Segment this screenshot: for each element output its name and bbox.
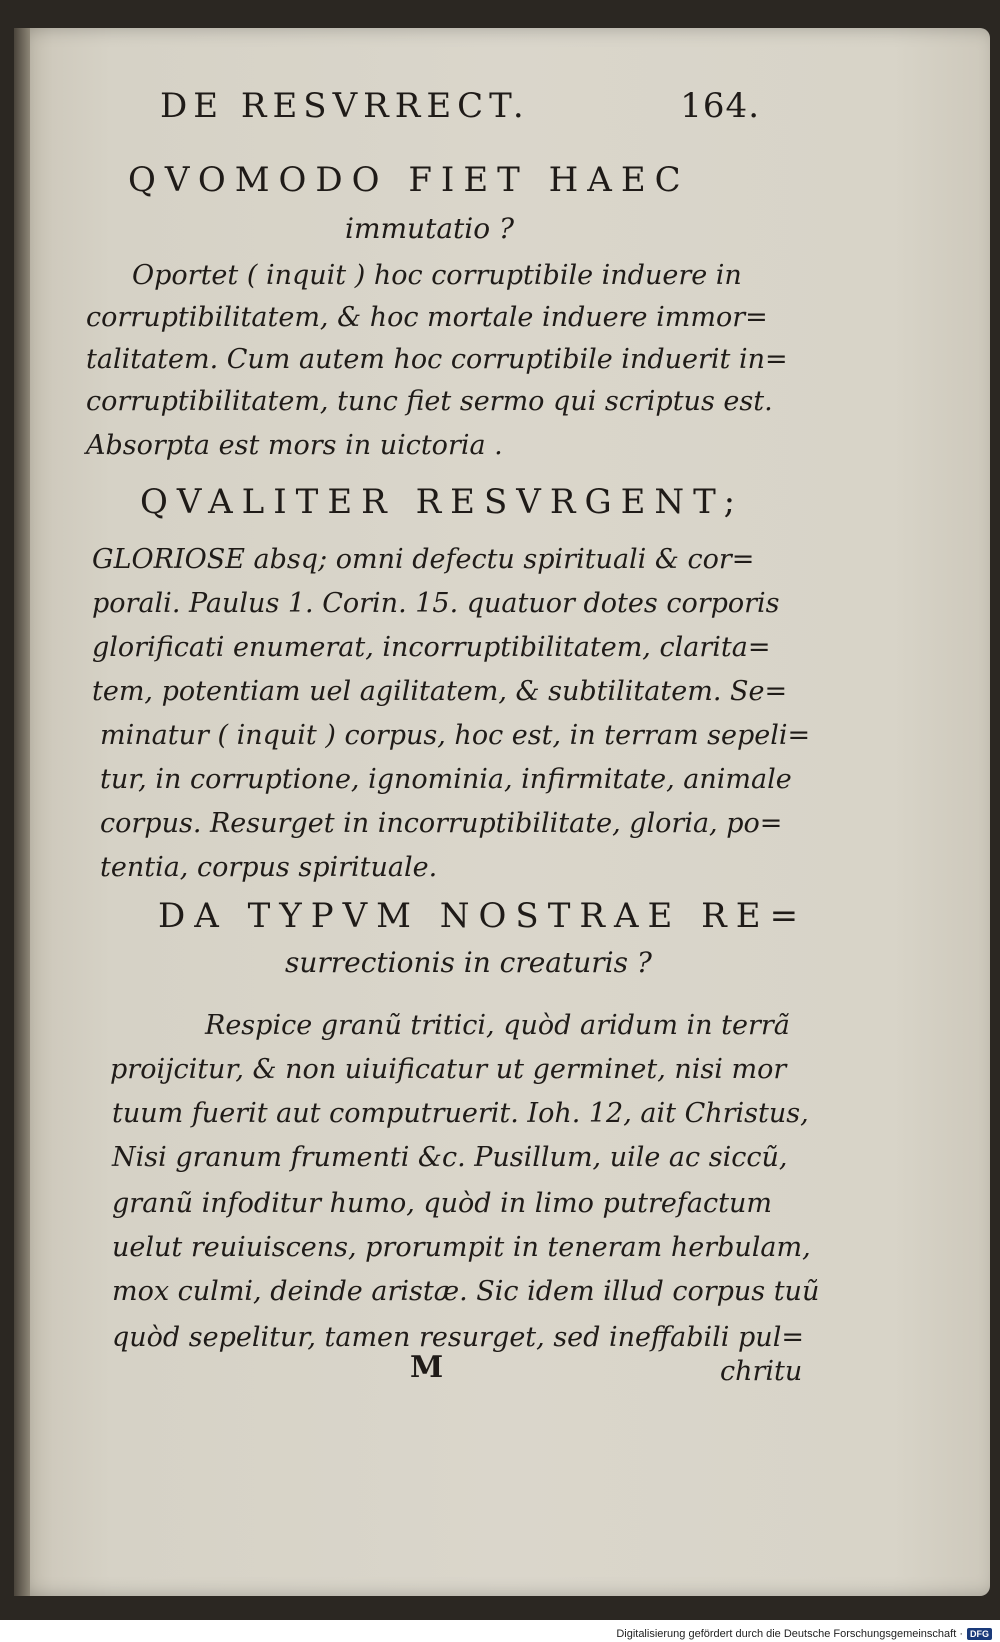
body-line: mox culmi, deinde aristæ. Sic idem illud corpus tuũ xyxy=(112,1276,820,1307)
body-line: tem, potentiam uel agilitatem, & subtilitatem. Se= xyxy=(92,676,788,707)
question-heading-1: QVOMODO FIET HAEC xyxy=(128,160,690,200)
body-line: Oportet ( inquit ) hoc corruptibile induere in xyxy=(132,260,742,291)
question-heading-3: DA TYPVM NOSTRAE RE= xyxy=(158,896,808,936)
question-heading-2: QVALITER RESVRGENT; xyxy=(140,482,745,522)
body-line: GLORIOSE absq; omni defectu spirituali & cor= xyxy=(92,544,755,575)
running-head-title: DE RESVRRECT. xyxy=(160,86,530,126)
body-line: tentia, corpus spirituale. xyxy=(100,852,438,883)
body-line: corruptibilitatem, tunc fiet sermo qui scriptus est. xyxy=(86,386,773,417)
body-line: Absorpta est mors in uictoria . xyxy=(86,430,503,461)
catchword: chritu xyxy=(720,1356,803,1387)
body-line: corruptibilitatem, & hoc mortale induere immor= xyxy=(86,302,768,333)
body-line: Respice granũ tritici, quòd aridum in terrã xyxy=(205,1010,790,1041)
digitization-credit xyxy=(616,1628,992,1640)
body-line: uelut reuiuiscens, prorumpit in teneram herbulam, xyxy=(112,1232,811,1263)
book-gutter xyxy=(14,28,30,1596)
body-line: proijcitur, & non uiuificatur ut germinet, nisi mor xyxy=(110,1054,787,1085)
credit-text: Digitalisierung gefördert durch die Deutsche Forschungsgemeinschaft · xyxy=(616,1628,963,1640)
running-head xyxy=(160,86,760,126)
page-number: 164. xyxy=(680,86,760,126)
dfg-logo: DFG xyxy=(967,1628,992,1640)
body-line: minatur ( inquit ) corpus, hoc est, in terram sepeli= xyxy=(100,720,811,751)
body-line: tur, in corruptione, ignominia, infirmitate, animale xyxy=(100,764,792,795)
body-line: glorificati enumerat, incorruptibilitatem, clarita= xyxy=(92,632,771,663)
body-line: porali. Paulus 1. Corin. 15. quatuor dotes corporis xyxy=(92,588,780,619)
body-line: granũ infoditur humo, quòd in limo putrefactum xyxy=(112,1188,772,1219)
body-line: tuum fuerit aut computruerit. Ioh. 12, ait Christus, xyxy=(112,1098,809,1129)
body-line: corpus. Resurget in incorruptibilitate, gloria, po= xyxy=(100,808,783,839)
body-line: talitatem. Cum autem hoc corruptibile induerit in= xyxy=(86,344,788,375)
body-line: Nisi granum frumenti &c. Pusillum, uile ac siccũ, xyxy=(112,1142,788,1173)
question-heading-3-cont: surrectionis in creaturis ? xyxy=(285,946,652,979)
body-line: quòd sepelitur, tamen resurget, sed ineffabili pul= xyxy=(112,1322,804,1353)
signature-mark: M xyxy=(410,1350,444,1385)
question-heading-1-cont: immutatio ? xyxy=(345,212,515,245)
